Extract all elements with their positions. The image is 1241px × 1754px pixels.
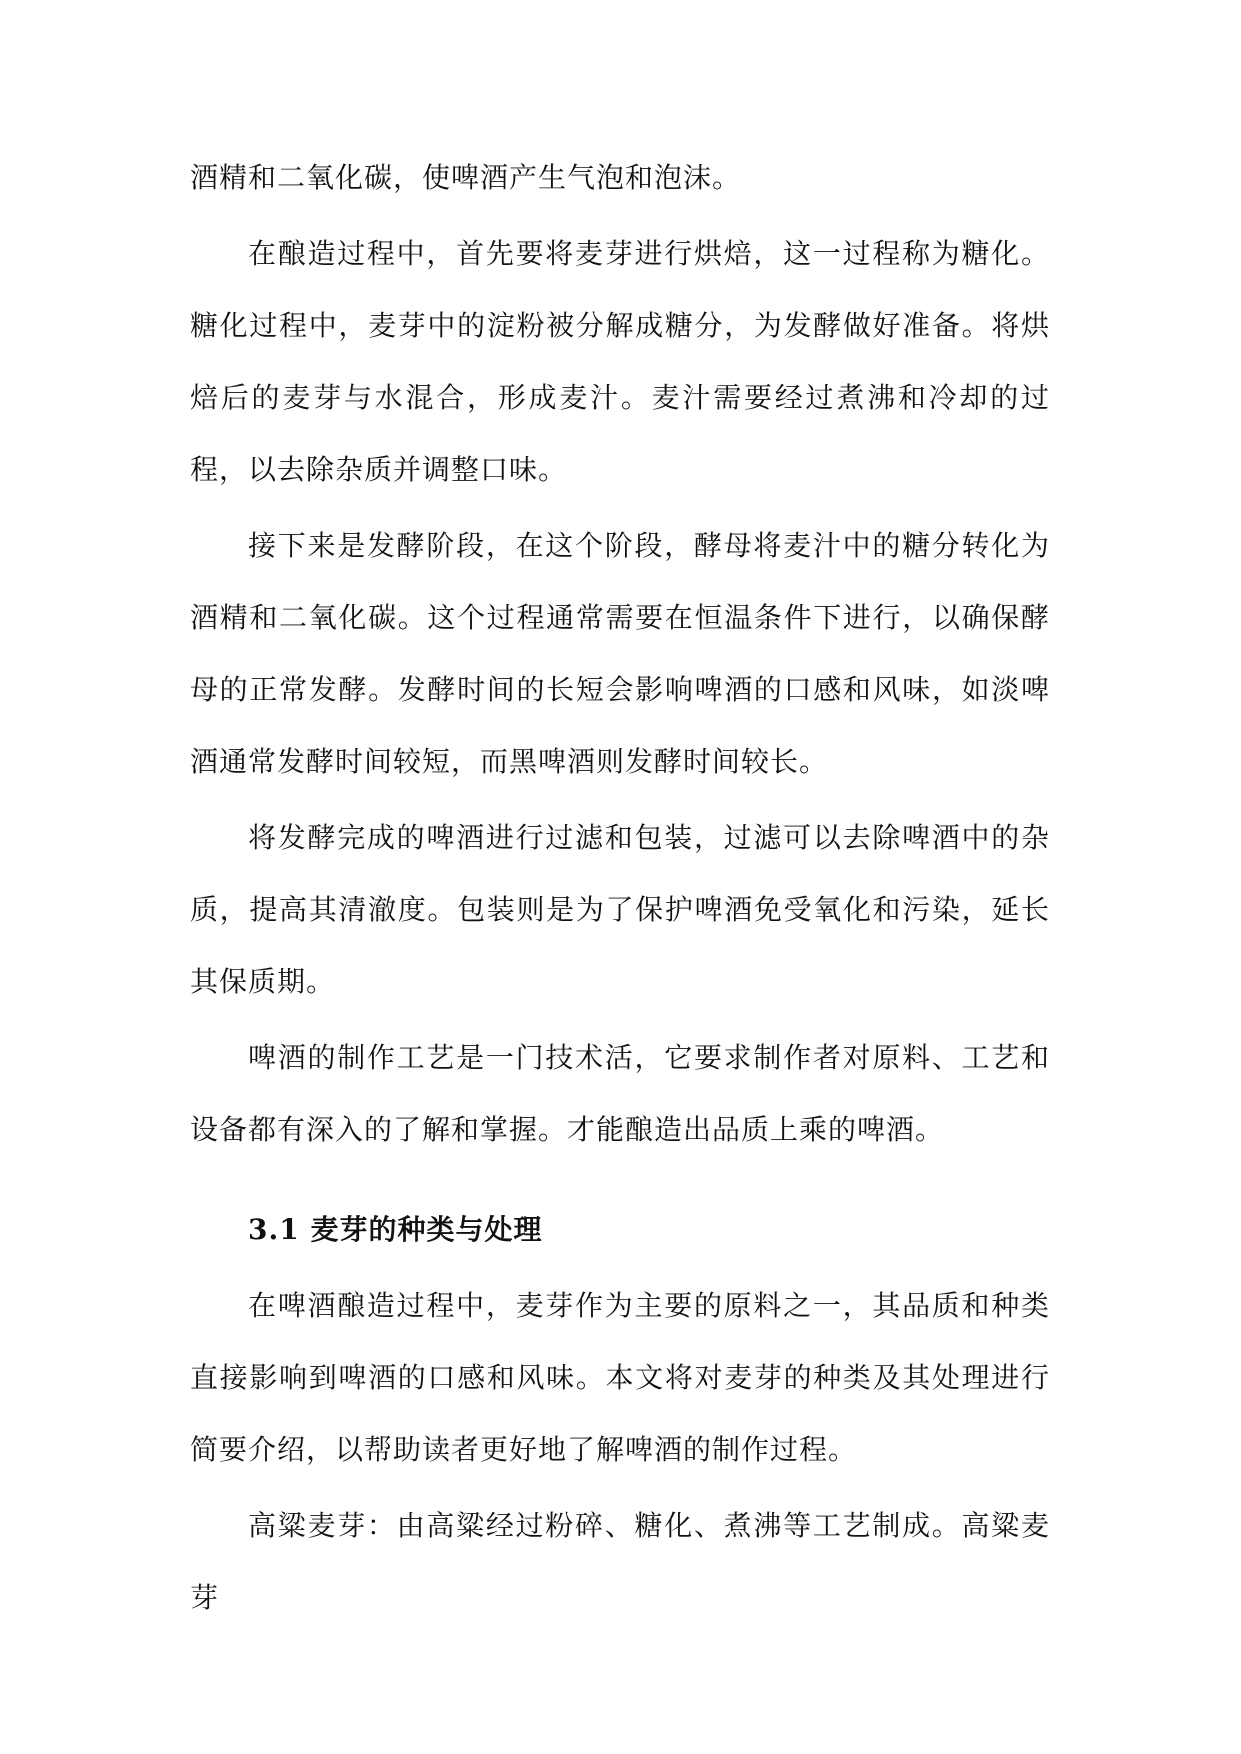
paragraph-malt-intro: 在啤酒酿造过程中，麦芽作为主要的原料之一，其品质和种类直接影响到啤酒的口感和风味。本文将对麦芽的种类及其处理进行简要介绍，以帮助读者更好地了解啤酒的制作过程。 bbox=[190, 1289, 1050, 1466]
paragraph-craft-summary: 啤酒的制作工艺是一门技术活，它要求制作者对原料、工艺和设备都有深入的了解和掌握。才能酿造出品质上乘的啤酒。 bbox=[190, 1041, 1050, 1146]
section-heading: 3.1 麦芽的种类与处理 bbox=[248, 1213, 543, 1246]
paragraph-filtering-packaging: 将发酵完成的啤酒进行过滤和包装，过滤可以去除啤酒中的杂质，提高其清澈度。包装则是为了保护啤酒免受氧化和污染，延长其保质期。 bbox=[190, 821, 1050, 998]
paragraph-saccharification: 在酿造过程中，首先要将麦芽进行烘焙，这一过程称为糖化。糖化过程中，麦芽中的淀粉被分解成糖分，为发酵做好准备。将烘焙后的麦芽与水混合，形成麦汁。麦汁需要经过煮沸和冷却的过程，以去除杂质并调整口味。 bbox=[190, 237, 1050, 486]
paragraph-fermentation: 接下来是发酵阶段，在这个阶段，酵母将麦汁中的糖分转化为酒精和二氧化碳。这个过程通常需要在恒温条件下进行，以确保酵母的正常发酵。发酵时间的长短会影响啤酒的口感和风味，如淡啤酒通常发酵时间较短，而黑啤酒则发酵时间较长。 bbox=[190, 529, 1050, 778]
paragraph-continuation: 酒精和二氧化碳，使啤酒产生气泡和泡沫。 bbox=[190, 161, 742, 194]
document-body bbox=[190, 142, 1050, 1638]
paragraph-sorghum-malt: 高粱麦芽：由高粱经过粉碎、糖化、煮沸等工艺制成。高粱麦芽 bbox=[190, 1509, 1050, 1614]
